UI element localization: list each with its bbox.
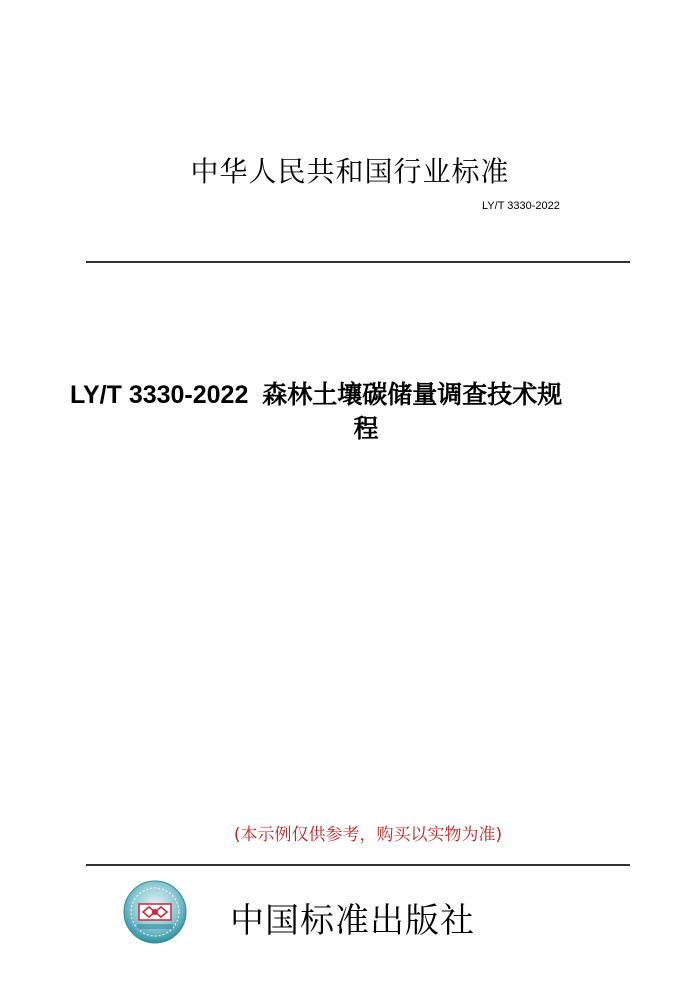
document-title	[70, 378, 662, 446]
document-title-line2: 程	[353, 414, 379, 443]
document-title-code: LY/T 3330-2022	[70, 381, 249, 409]
publisher-seal-icon	[123, 880, 187, 944]
publisher-name: 中国标准出版社	[230, 901, 475, 941]
document-title-line1	[70, 378, 662, 412]
sample-notice: (本示例仅供参考，购买以实物为准)	[233, 825, 503, 845]
standard-category-title: 中华人民共和国行业标准	[190, 155, 510, 188]
standard-code: LY/T 3330-2022	[482, 200, 560, 212]
document-title-text: 森林土壤碳储量调查技术规	[262, 380, 563, 409]
top-divider	[86, 261, 630, 263]
bottom-divider	[86, 864, 630, 866]
